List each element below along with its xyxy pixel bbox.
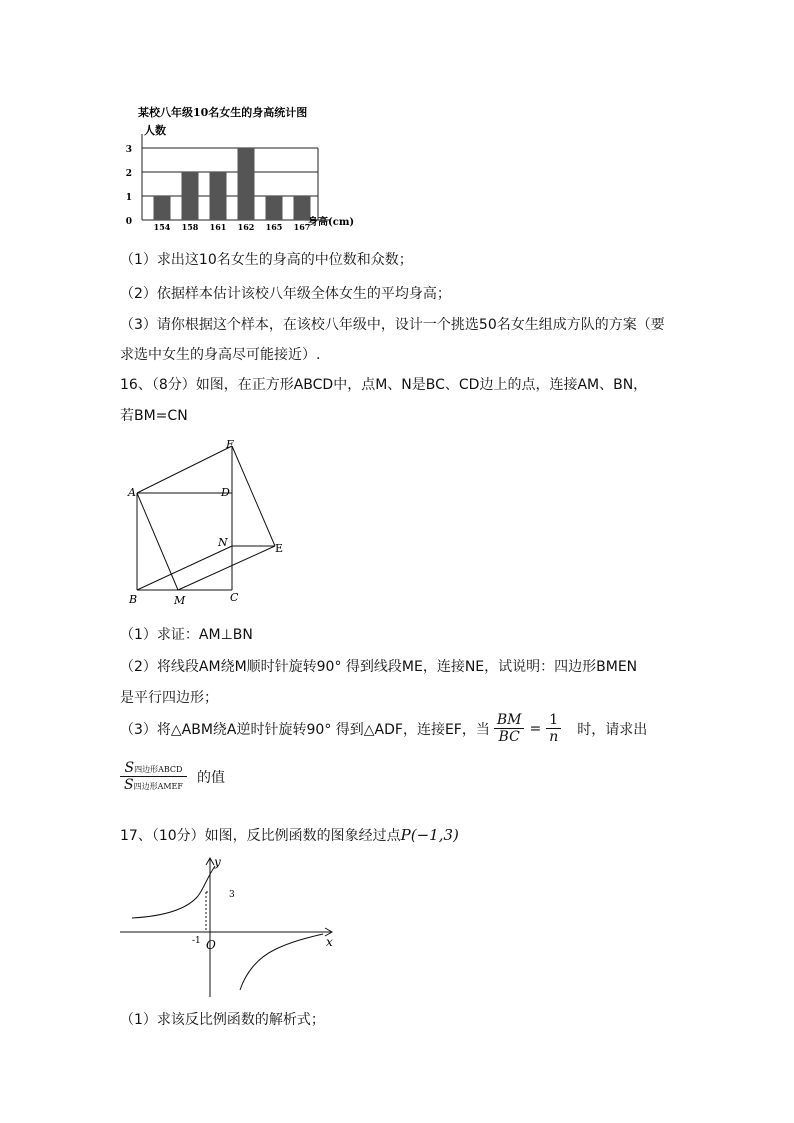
q16-square-figure: [120, 436, 300, 611]
axis-x-label: x: [326, 935, 333, 949]
chart-y-tick-label: 2: [125, 169, 132, 179]
one-over-n-fraction: [546, 712, 561, 745]
point-P: P(−1,3): [400, 826, 459, 844]
chart-bars: [154, 148, 311, 220]
chart-y-tick-label: 1: [125, 193, 132, 203]
chart-x-tick-label: 165: [265, 222, 283, 232]
hyperbola-graph: [118, 852, 343, 1002]
chart-title: 某校八年级10名女生的身高统计图: [138, 106, 308, 119]
q16-part3-tail: 时，请求出: [577, 721, 648, 738]
chart-bar-161: [210, 172, 227, 220]
area-symbol: S: [124, 760, 135, 776]
chart-y-tick-label: 3: [125, 145, 132, 155]
q15-part3-line2: 求选中女生的身高尽可能接近）.: [120, 347, 321, 363]
q15-part1: （1）求出这10名女生的身高的中位数和众数；: [120, 252, 413, 268]
chart-xlabel: 身高(cm): [308, 217, 355, 228]
fraction-numerator: BM: [494, 712, 525, 729]
area-symbol: S: [124, 777, 134, 793]
ratio-numerator: [120, 760, 187, 777]
chart-x-tick-label: 162: [237, 222, 255, 232]
chart-x-tick-label: 161: [209, 222, 227, 232]
label-A: A: [128, 486, 136, 499]
label-F: F: [226, 438, 234, 451]
q15-part2: （2）依据样本估计该校八年级全体女生的平均身高；: [120, 286, 451, 302]
chart-ylabel: 人数: [144, 124, 166, 137]
q16-part3-text: （3）将△ABM绕A逆时针旋转90° 得到△ADF，连接EF，当: [120, 721, 490, 738]
q15-part3-line1: （3）请你根据这个样本，在该校八年级中，设计一个挑选50名女生组成方队的方案（要: [120, 317, 665, 333]
ratio-denominator: [120, 777, 187, 793]
chart-x-tick-label: 167: [293, 222, 311, 232]
chart-y-tick-label: 0: [125, 217, 132, 227]
chart-x-tick-label: 158: [181, 222, 199, 232]
q16-part2-line1: （2）将线段AM绕M顺时针旋转90° 得到线段ME，连接NE，试说明：四边形BMEN: [120, 659, 638, 675]
q16-stem-line2: 若BM=CN: [120, 408, 188, 424]
area-subscript: 四边形AMEF: [133, 782, 183, 791]
area-ratio-fraction: [120, 760, 187, 793]
tick-y-3: 3: [229, 890, 235, 900]
label-E: E: [275, 542, 284, 555]
branch-upper-left: [132, 866, 215, 918]
chart-x-tick-label: 154: [153, 222, 171, 232]
axis-y-label: y: [214, 855, 221, 869]
label-B: B: [129, 593, 138, 606]
fraction-numerator: 1: [546, 712, 561, 729]
label-N: N: [218, 536, 228, 549]
area-ratio: [120, 760, 225, 793]
chart-y-ticks: [126, 145, 132, 227]
chart-bar-154: [154, 196, 171, 220]
chart-bar-162: [238, 148, 255, 220]
label-M: M: [174, 594, 186, 607]
label-D: D: [221, 486, 230, 499]
chart-bar-165: [266, 196, 283, 220]
q16-part1: （1）求证：AM⊥BN: [120, 627, 253, 643]
chart-bar-158: [182, 172, 199, 220]
label-C: C: [230, 591, 239, 604]
q16-part3: [120, 712, 647, 745]
area-ratio-tail: 的值: [196, 769, 225, 786]
bm-bc-fraction: [494, 712, 525, 745]
equals-sign: =: [529, 720, 542, 737]
fraction-denominator: n: [549, 729, 559, 745]
q17-part1: （1）求该反比例函数的解析式；: [120, 1012, 325, 1028]
fraction-denominator: BC: [498, 729, 520, 745]
chart-x-ticks: [154, 222, 311, 232]
q16-part2-line2: 是平行四边形；: [120, 690, 218, 706]
area-subscript: 四边形ABCD: [134, 765, 183, 774]
origin-label: O: [206, 938, 216, 952]
q17-stem-text: 17、（10分）如图，反比例函数的图象经过点: [120, 828, 401, 844]
height-bar-chart: [110, 96, 370, 236]
tick-x-minus1: -1: [192, 936, 201, 946]
q16-stem-line1: 16、（8分）如图，在正方形ABCD中，点M、N是BC、CD边上的点，连接AM、BN，: [120, 377, 648, 393]
branch-lower-right: [240, 934, 323, 990]
q17-stem: [120, 825, 459, 845]
